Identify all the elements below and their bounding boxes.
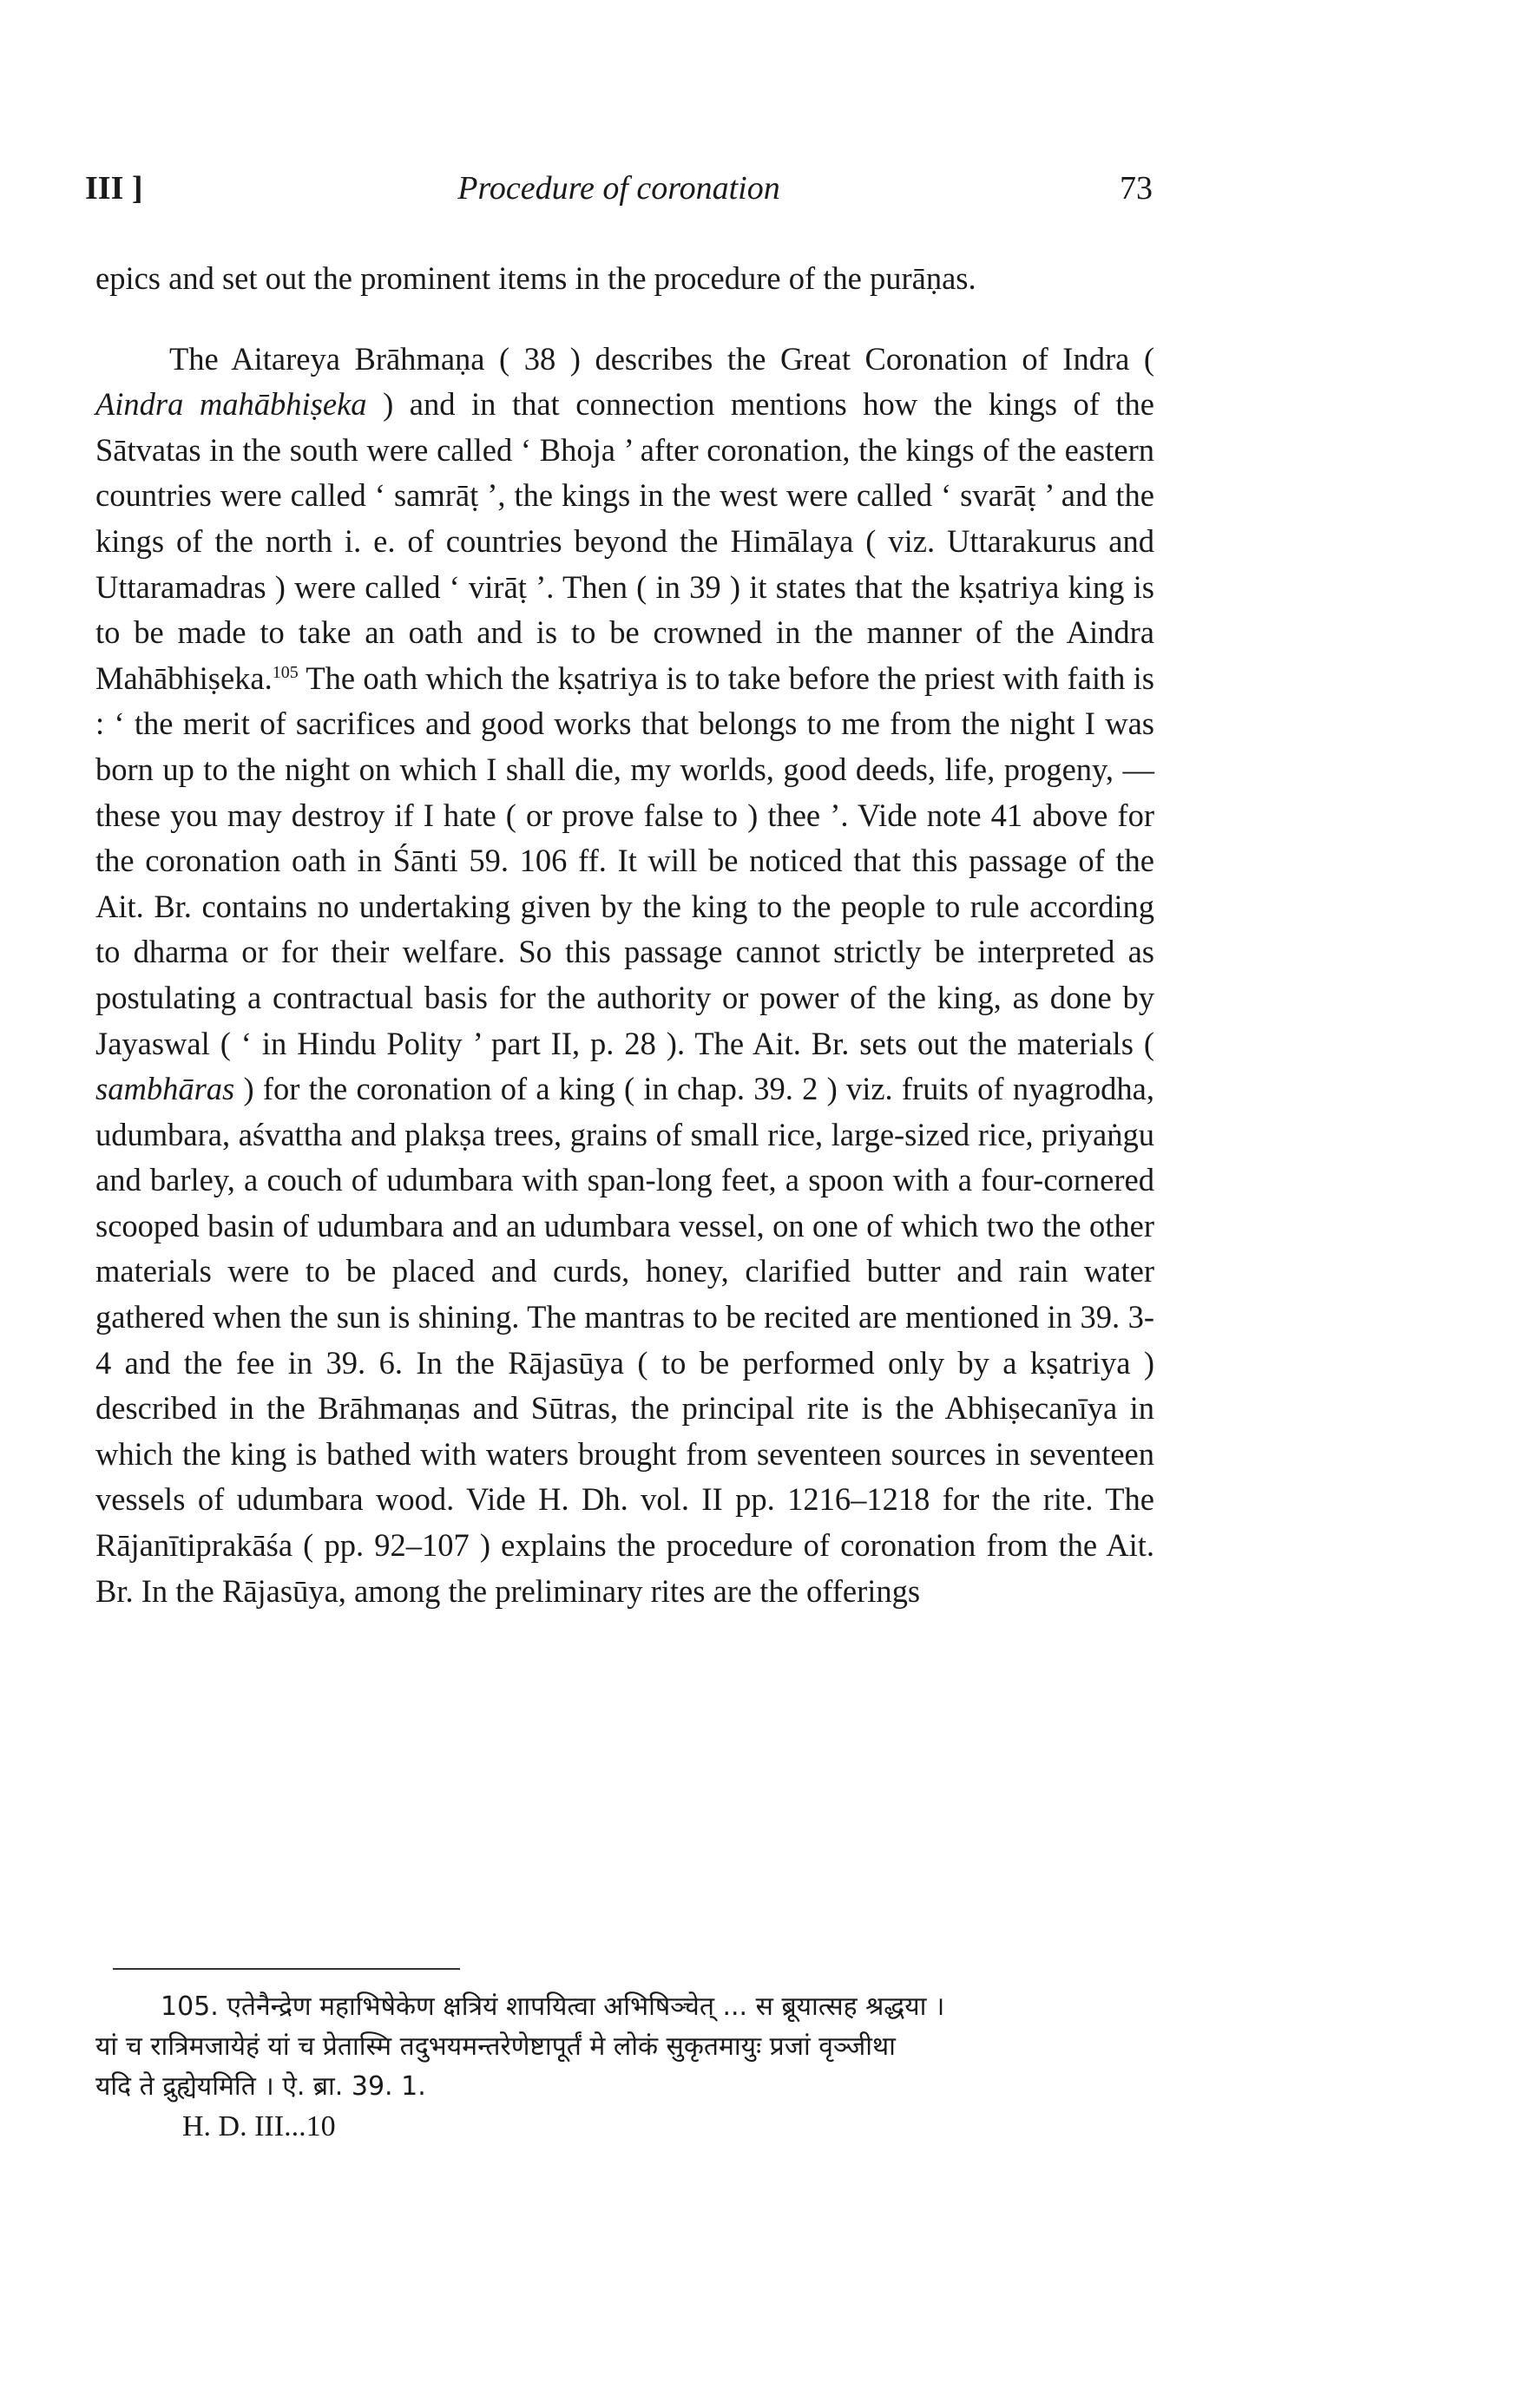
paragraph-2-part-a: The Aitareya Brāhmaṇa ( 38 ) describes the Great Coronation of Indra ( (169, 340, 1154, 377)
footnote-line-2: यां च रात्रिमजायेहं यां च प्रेतास्मि तदुभयमन्तरेणेष्टापूर्तं मे लोकं सुकृतमायुः प्रजां वृञ्जीथा (95, 2031, 896, 2062)
running-header (85, 169, 1153, 221)
italic-term-sambharas: sambhāras (95, 1071, 235, 1107)
paragraph-1: epics and set out the prominent items in the procedure of the purāṇas. (95, 260, 976, 296)
paragraph-2 (95, 337, 1154, 1615)
page-number: 73 (1120, 170, 1153, 207)
main-text (95, 256, 1154, 1614)
paragraph-2-part-d: ) for the coronation of a king ( in chap. 39. 2 ) viz. fruits of nyagrodha, udumbara, aśvattha and plakṣa trees, grains of small rice, large-sized rice, priyaṅgu and barley, a couch of udumbara with span-long feet, a spoon with a four-cornered scooped basin of udumbara and an udumbara vessel, on one of which two the other materials were to be placed and curds, honey, clarified butter and rain water gathered when the sun is shining. The mantras to be recited are mentioned in 39. 3-4 and the fee in 39. 6. In the Rājasūya ( to be performed only by a kṣatriya ) described in the Brāhmaṇas and Sūtras, the principal rite is the Abhiṣecanīya in which the king is bathed with waters brought from seventeen sources in seventeen vessels of udumbara wood. Vide H. Dh. vol. II pp. 1216–1218 for the rite. The Rājanītiprakāśa ( pp. 92–107 ) explains the procedure of coronation from the Ait. Br. In the Rājasūya, among the preliminary rites are the offerings (95, 1071, 1154, 1609)
footnote-divider (113, 1968, 460, 1970)
paragraph-2-part-b: ) and in that connection mentions how the kings of the Sātvatas in the south were called ‘ Bhoja ’ after coronation, the kings of the eastern countries were called ‘ samrāṭ ’, the kings in the west were called ‘ svarāṭ ’ and the kings of the north i. e. of countries beyond the Himālaya ( viz. Uttarakurus and Uttaramadras ) were called ‘ virāṭ ’. Then ( in 39 ) it states that the kṣatriya king is to be made to take an oath and is to be crowned in the manner of the Aindra Mahābhiṣeka. (95, 386, 1154, 696)
paragraph-2-part-c: The oath which the kṣatriya is to take before the priest with faith is : ‘ the merit of sacrifices and good works that belongs to me from the night I was born up to the night on which I shall die, my worlds, good deeds, life, progeny, — these you may destroy if I hate ( or prove false to ) thee ’. Vide note 41 above for the coronation oath in Śānti 59. 106 ff. It will be noticed that this passage of the Ait. Br. contains no undertaking given by the king to the people to rule according to dharma or for their welfare. So this passage cannot strictly be interpreted as postulating a contractual basis for the authority or power of the king, as done by Jayaswal ( ‘ in Hindu Polity ’ part II, p. 28 ). The Ait. Br. sets out the materials ( (95, 659, 1154, 1061)
italic-term-aindra: Aindra mahābhiṣeka (95, 386, 367, 423)
footnote-reference[interactable]: 105 (272, 662, 299, 682)
running-title: Procedure of coronation (457, 170, 780, 207)
footnote-line-3: यदि ते द्रुह्येयमिति । ऐ. ब्रा. 39. 1. (95, 2071, 426, 2102)
signature-mark: H. D. III...10 (182, 2110, 336, 2142)
footnote-line-1: 105. एतेनैन्द्रेण महाभिषेकेण क्षत्रियं शापयित्वा अभिषिञ्चेत् ... स ब्रूयात्सह श्रद्धया । (161, 1991, 945, 2022)
section-number: III ] (85, 170, 143, 207)
footnote-105 (95, 1987, 1172, 2107)
